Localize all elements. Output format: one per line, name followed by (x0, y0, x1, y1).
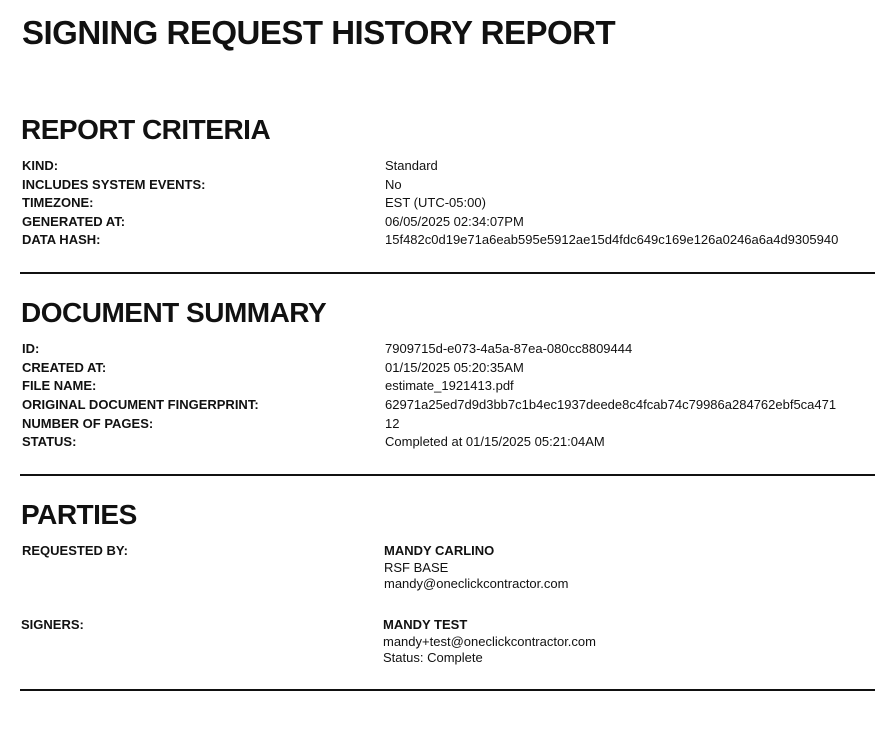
summary-value-created-at: 01/15/2025 05:20:35AM (385, 359, 524, 375)
requested-by-label: REQUESTED BY: (22, 543, 128, 558)
summary-value-status: Completed at 01/15/2025 05:21:04AM (385, 434, 605, 449)
criteria-value-data-hash: 15f482c0d19e71a6eab595e5912ae15d4fdc649c169e126a0246a6a4d9305940 (385, 232, 839, 247)
summary-value-file-name: estimate_1921413.pdf (385, 378, 514, 393)
signer-name: MANDY TEST (383, 617, 468, 632)
requested-by-org: RSF BASE (384, 559, 449, 575)
summary-label-pages: NUMBER OF PAGES: (22, 415, 154, 431)
parties-heading: PARTIES (21, 499, 137, 530)
criteria-value-timezone: EST (UTC-05:00) (385, 195, 486, 210)
section-divider (20, 272, 875, 274)
document-summary-heading: DOCUMENT SUMMARY (21, 297, 327, 328)
summary-label-created-at: CREATED AT: (22, 359, 107, 375)
summary-value-pages: 12 (385, 415, 400, 431)
signer-block (383, 617, 596, 667)
criteria-label-kind: KIND: (22, 158, 59, 173)
summary-label-file-name: FILE NAME: (22, 378, 97, 393)
signer-status: Status: Complete (383, 650, 483, 665)
criteria-label-timezone: TIMEZONE: (22, 195, 94, 210)
summary-label-status: STATUS: (22, 434, 77, 449)
criteria-label-data-hash: DATA HASH: (22, 232, 101, 247)
section-divider (20, 689, 875, 691)
summary-value-id: 7909715d-e073-4a5a-87ea-080cc8809444 (385, 341, 633, 356)
criteria-value-kind: Standard (385, 158, 438, 173)
criteria-label-system-events: INCLUDES SYSTEM EVENTS: (22, 176, 206, 192)
signers-label: SIGNERS: (21, 617, 84, 632)
report-title: SIGNING REQUEST HISTORY REPORT (22, 14, 616, 51)
summary-label-id: ID: (22, 341, 40, 356)
criteria-value-system-events: No (385, 176, 402, 192)
requested-by-email: mandy@oneclickcontractor.com (384, 576, 569, 591)
criteria-value-generated-at: 06/05/2025 02:34:07PM (385, 213, 524, 229)
summary-value-fingerprint: 62971a25ed7d9d3bb7c1b4ec1937deede8c4fcab74c79986a284762ebf5ca471 (385, 397, 837, 412)
criteria-label-generated-at: GENERATED AT: (22, 213, 126, 229)
requested-by-block (384, 543, 568, 593)
report-criteria-heading: REPORT CRITERIA (21, 114, 271, 145)
signer-email: mandy+test@oneclickcontractor.com (383, 633, 596, 649)
requested-by-name: MANDY CARLINO (384, 543, 495, 558)
summary-label-fingerprint: ORIGINAL DOCUMENT FINGERPRINT: (22, 397, 259, 412)
section-divider (20, 474, 875, 476)
